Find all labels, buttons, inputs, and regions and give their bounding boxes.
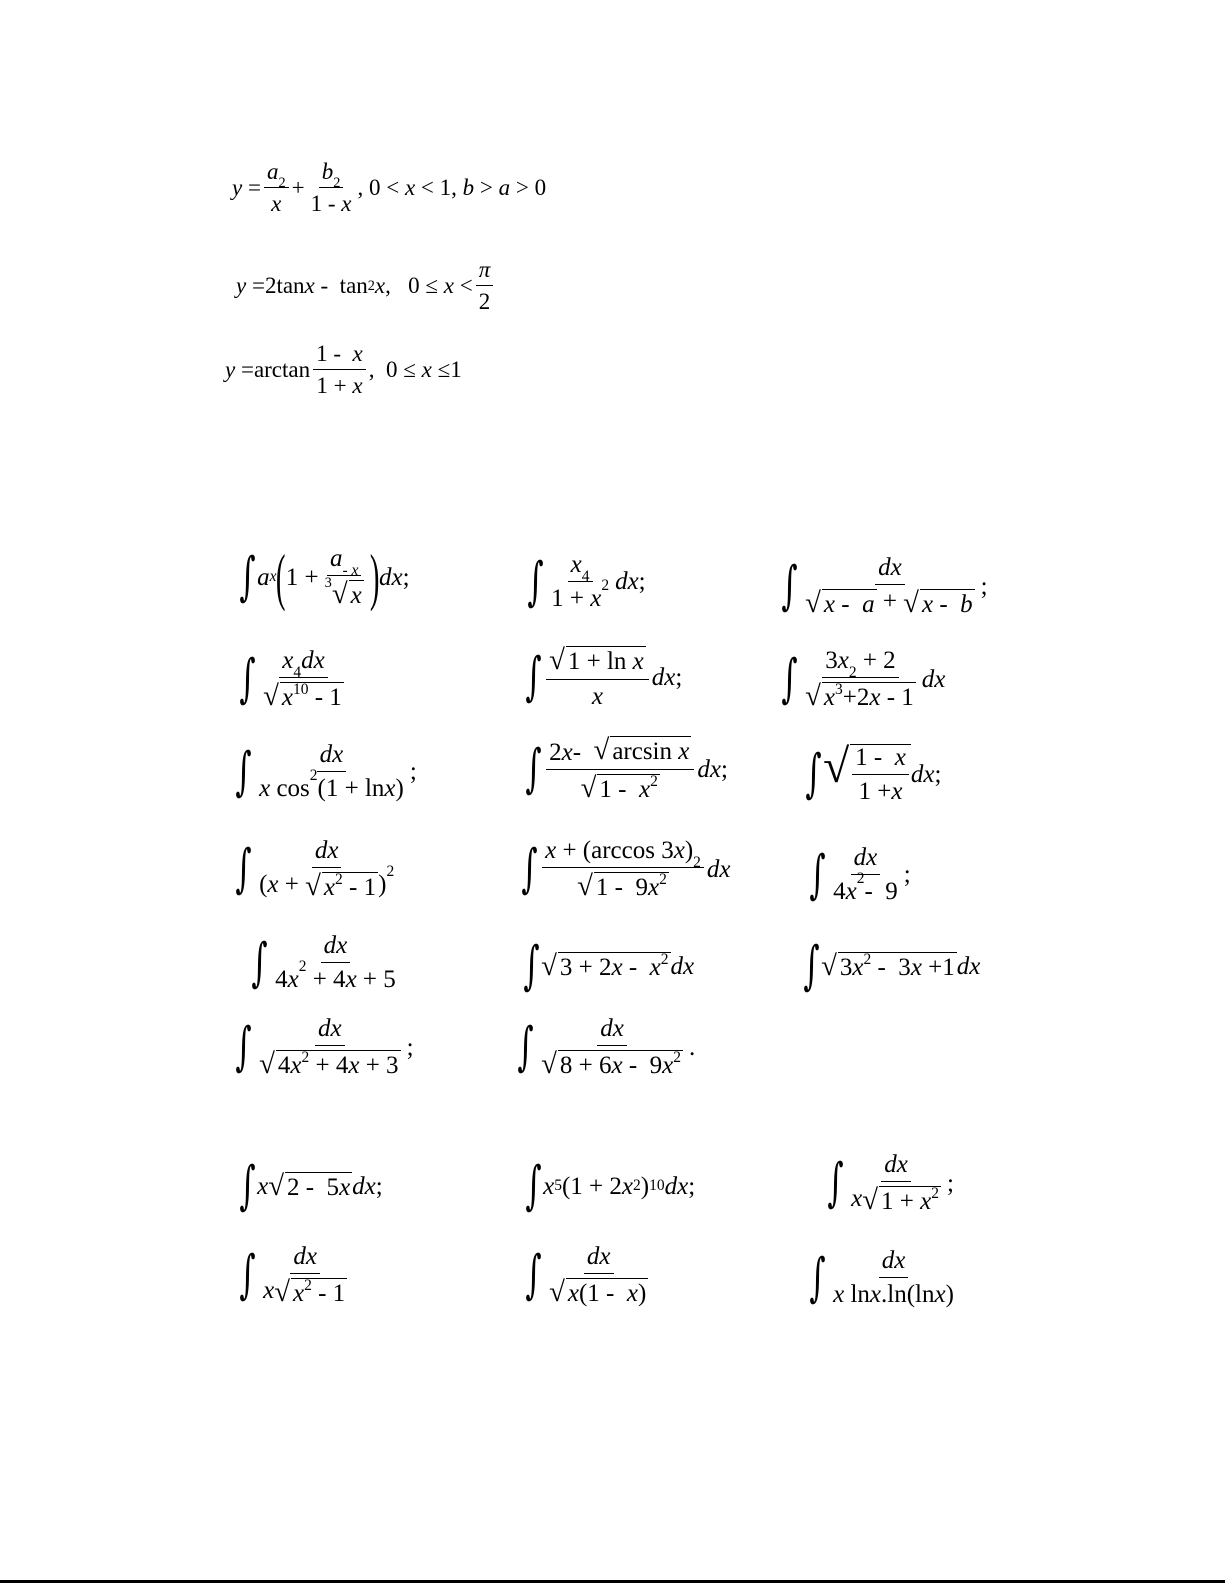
integral-1-9: ∫ √ 1 - x 1 + x dx ;	[805, 741, 942, 805]
function-1: y = a 2 x + b 2 1 - x , 0 < x < 1, b > a > 0	[232, 159, 547, 216]
integral-1-10: ∫ dx ( x + √ $x^2 - 1$ ) 2	[235, 837, 395, 902]
integral-1-13: ∫ dx 4 x 2 + 4 x + 5	[251, 932, 396, 993]
integral-2-5: ∫ dx √ x(1 - x)	[525, 1243, 647, 1308]
integral-2-2: ∫ x 5 (1 + 2 x 2 ) 10 dx ;	[525, 1156, 696, 1216]
integral-1-5: ∫ √ 1 + ln x x dx ;	[525, 644, 683, 710]
integral-2-3: ∫ dx x √ $1 + x^2$ ;	[827, 1151, 954, 1216]
integral-1-3: ∫ dx √ x - a + √ x - b ;	[781, 554, 988, 619]
function-3: y =arctan 1 - x 1 + x , 0 ≤ x ≤1	[225, 341, 462, 398]
function-2: y =2tan x - tan 2 x , 0 ≤ x < $\frac{\pi}{2}$	[236, 258, 496, 313]
integral-1-15: ∫ √ $3x^2 - 3x +1$ dx	[803, 936, 981, 996]
integral-1-8: ∫ 2 x - √ arcsin x √ $1 - x^2$ dx ;	[525, 734, 728, 804]
integral-1-12: ∫ dx 4 x 2 - 9 ;	[809, 844, 911, 905]
integral-2-6: ∫ dx x ln x .ln(ln x )	[809, 1247, 954, 1308]
integral-1-17: ∫ dx √ $8 + 6x - 9x^2$ .	[517, 1015, 696, 1080]
page-bottom-rule	[0, 1580, 1225, 1583]
integral-2-1: ∫ x √ 2 - 5x dx ;	[239, 1156, 383, 1216]
integral-1-16: ∫ dx √ $4x^2 + 4x + 3$ ;	[235, 1015, 414, 1080]
integral-1-4: ∫ x 4 dx √ $x^{10} - 1$	[239, 647, 342, 712]
integral-1-7: ∫ dx x cos 2 (1 + ln x ) ;	[235, 741, 417, 802]
integral-1-6: ∫ 3 x 2 + 2 √ $x^3+2x - 1$ dx	[781, 647, 946, 712]
integral-1-11: ∫ x + (arccos 3 x ) 2 √ $1 - 9x^2$ dx	[521, 837, 731, 902]
integral-1-1: ∫ a x ( 1 + a - x $^3$√ x ) dx ;	[239, 541, 410, 612]
integral-2-4: ∫ dx x √ $x^2 - 1$	[239, 1243, 346, 1308]
integral-1-2: ∫ x 4 1 + x 2 dx ;	[527, 551, 646, 612]
integral-1-14: ∫ √ $3 + 2x - x^2$ dx	[523, 936, 695, 996]
